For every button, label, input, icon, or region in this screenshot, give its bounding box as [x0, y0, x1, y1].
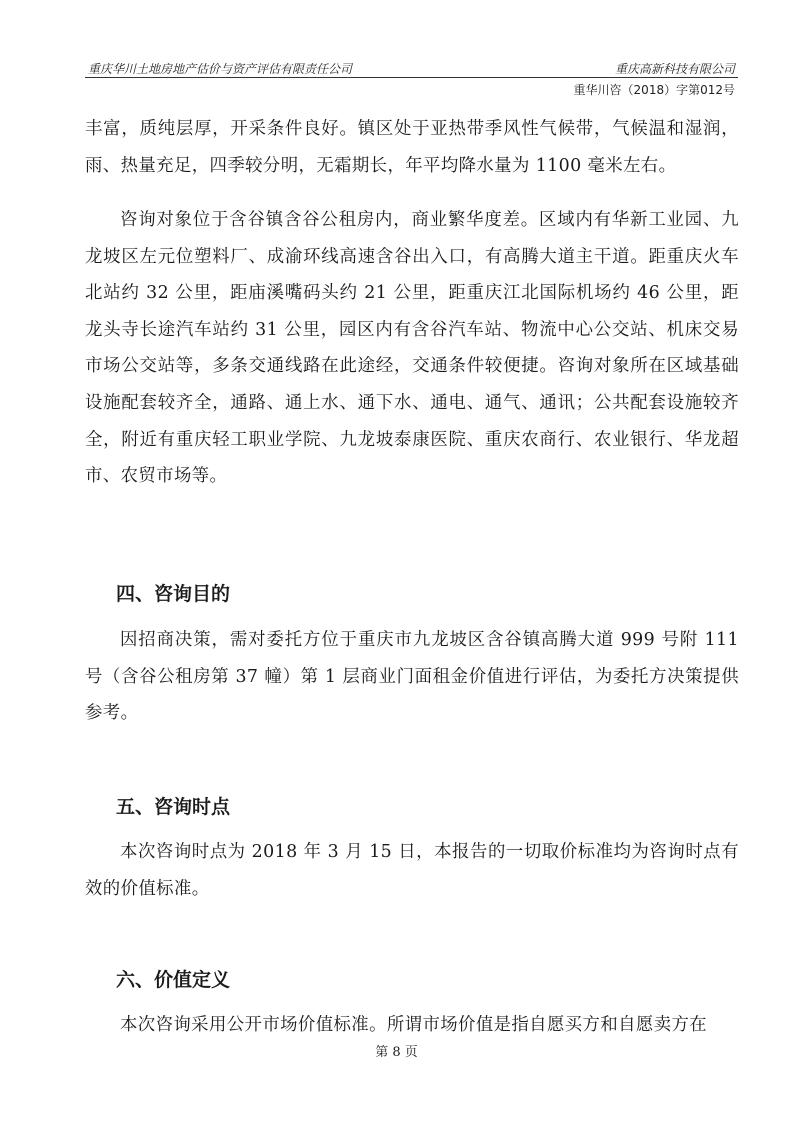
- page-number: 第 8 页: [375, 1045, 418, 1060]
- section-heading-purpose: 四、咨询目的: [116, 583, 231, 605]
- paragraph-valuation-date: 本次咨询时点为 2018 年 3 月 15 日，本报告的一切取价标准均为咨询时点有效的价值标准。: [85, 842, 739, 899]
- section-heading-valuation-date: 五、咨询时点: [116, 796, 231, 818]
- header-reference-number: 重华川咨（2018）字第012号: [573, 83, 735, 97]
- header-divider: [85, 77, 738, 78]
- paragraph-climate: 丰富，质纯层厚，开采条件良好。镇区处于亚热带季风性气候带，气候温和湿润，雨、热量充足，四季较分明，无霜期长，年平均降水量为 1100 毫米左右。: [85, 119, 739, 176]
- paragraph-purpose: 因招商决策，需对委托方位于重庆市九龙坡区含谷镇高腾大道 999 号附 111 号（含谷公租房第 37 幢）第 1 层商业门面租金价值进行评估，为委托方决策提供参考。: [85, 630, 739, 724]
- header-client-name: 重庆高新科技有限公司: [614, 62, 735, 76]
- paragraph-value-definition: 本次咨询采用公开市场价值标准。所谓市场价值是指自愿买方和自愿卖方在: [120, 1015, 708, 1035]
- section-heading-value-definition: 六、价值定义: [116, 969, 231, 991]
- header-company-name: 重庆华川土地房地产估价与资产评估有限责任公司: [88, 62, 353, 76]
- paragraph-location: 咨询对象位于含谷镇含谷公租房内，商业繁华度差。区域内有华新工业园、九龙坡区左元位塑料厂、成渝环线高速含谷出入口，有高腾大道主干道。距重庆火车北站约 32 公里，距庙溪嘴码头约 21 公里，距重庆江北国际机场约 46 公里，距龙头寺长途汽车站约 31 公里，园区内有含谷汽车站、物流中心公交站、机床交易市场公交站等，多条交通线路在此途经，交通条件较便捷。咨询对象所在区域基础设施配套较齐全，通路、通上水、通下水、通电、通气、通讯；公共配套设施较齐全，附近有重庆轻工职业学院、九龙坡泰康医院、重庆农商行、农业银行、华龙超市、农贸市场等。: [85, 210, 739, 487]
